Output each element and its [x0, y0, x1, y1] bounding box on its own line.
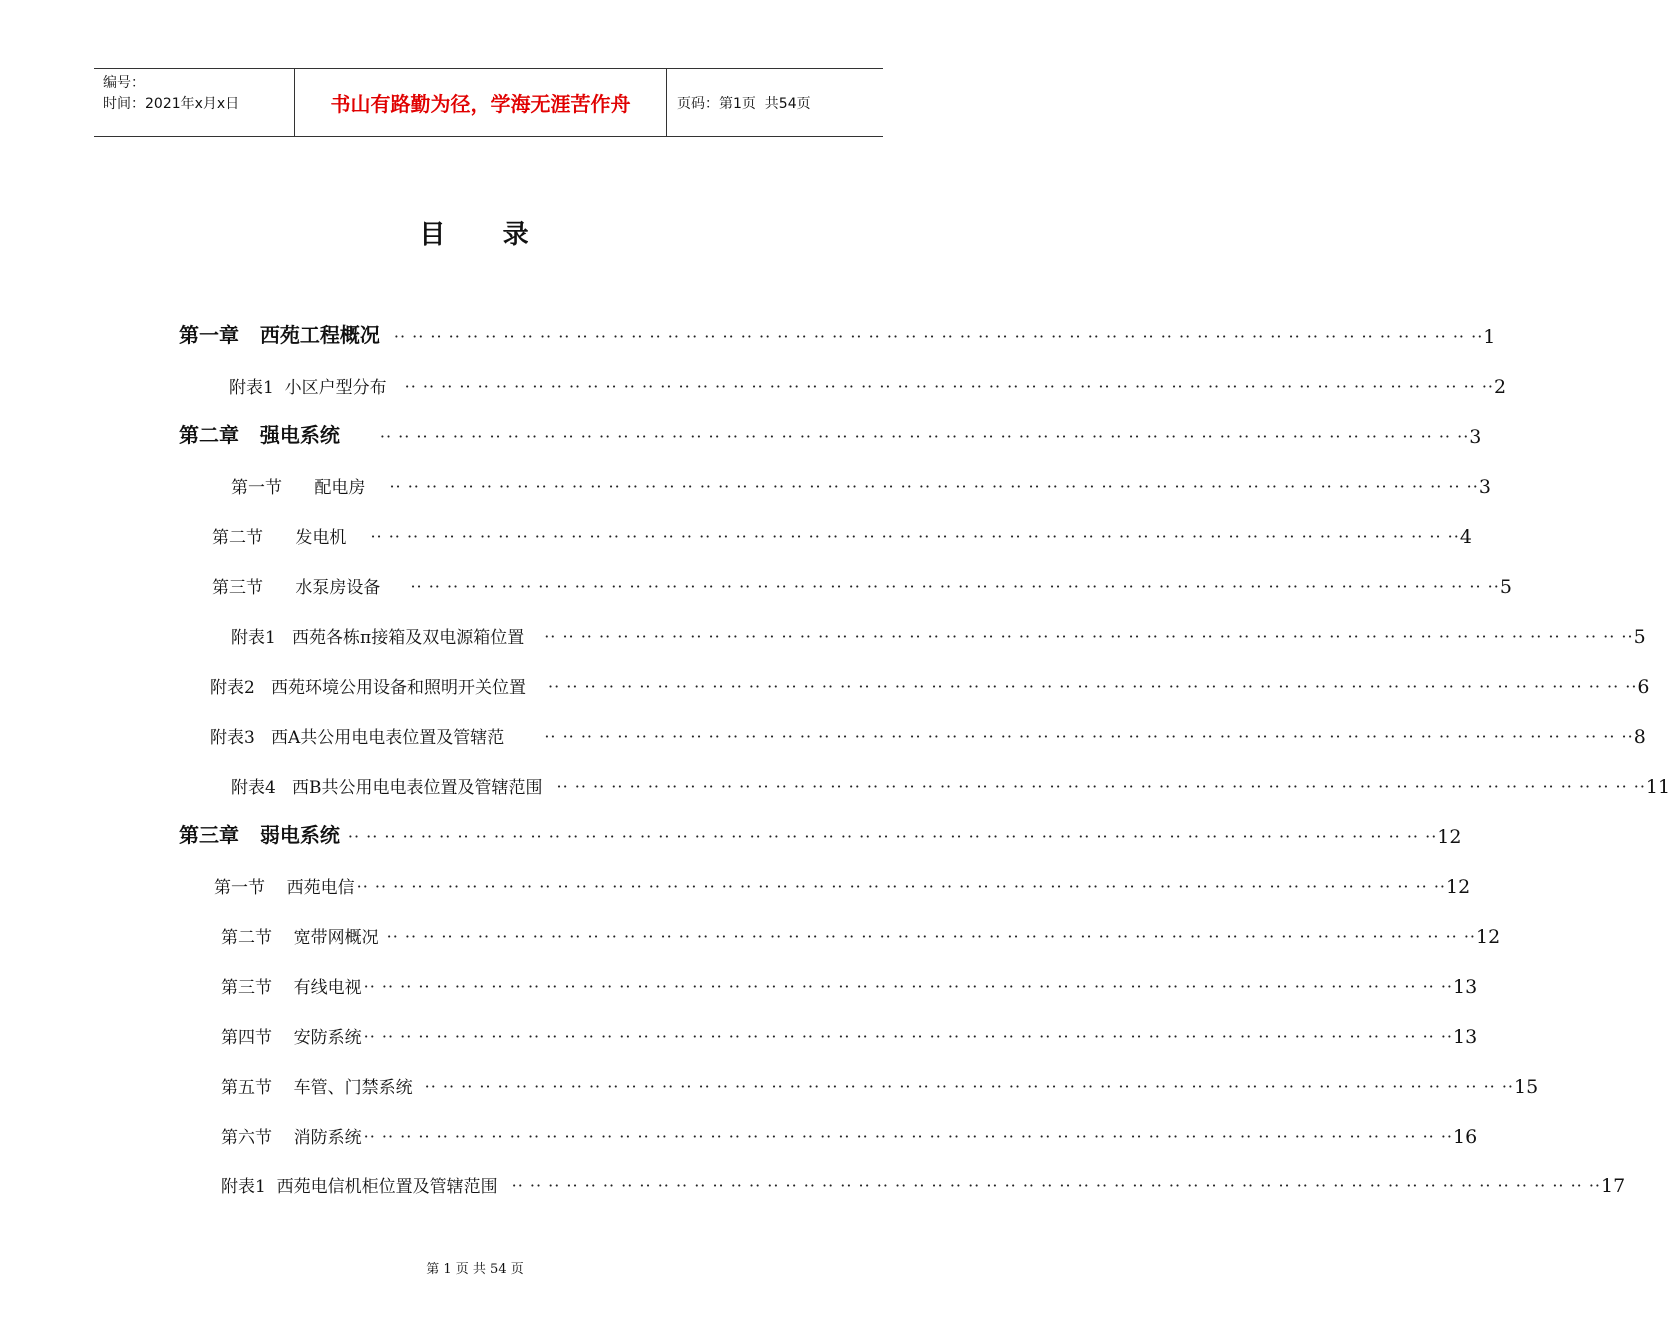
toc-entry-page: 3 — [1478, 476, 1491, 498]
toc-leader-dots: ·· ·· ·· ·· ·· ·· ·· ·· ·· ·· ·· ·· ·· ·· ·· ·· ·· ·· ·· ·· ·· ·· ·· ·· ·· ·· ·· ·· ·· ·· ·· ·· ·· ·· ·· ·· ·· ·· ·· ·· ·· ·· ·· ·· ·· ·· ·· ·· ·· ·· ·· ·· ·· ·· ·· ·· ·· ·· ·· ·· — [544, 627, 1634, 646]
toc-leader-dots: ·· ·· ·· ·· ·· ·· ·· ·· ·· ·· ·· ·· ·· ·· ·· ·· ·· ·· ·· ·· ·· ·· ·· ·· ·· ·· ·· ·· ·· ·· ·· ·· ·· ·· ·· ·· ·· ·· ·· ·· ·· ·· ·· ·· ·· ·· ·· ·· ·· ·· ·· ·· ·· ·· ·· ·· ·· ·· ·· ·· — [410, 577, 1500, 596]
toc-entry-label: 附表1 西苑各栋π接箱及双电源箱位置 — [231, 628, 525, 648]
toc-entry[interactable] — [221, 1167, 1626, 1197]
toc-leader-dots: ·· ·· ·· ·· ·· ·· ·· ·· ·· ·· ·· ·· ·· ·· ·· ·· ·· ·· ·· ·· ·· ·· ·· ·· ·· ·· ·· ·· ·· ·· ·· ·· ·· ·· ·· ·· ·· ·· ·· ·· ·· ·· ·· ·· ·· ·· ·· ·· ·· ·· ·· ·· ·· ·· ·· ·· ·· ·· ·· ·· — [379, 427, 1470, 446]
toc-entry[interactable] — [214, 868, 1471, 898]
toc-leader-dots: ·· ·· ·· ·· ·· ·· ·· ·· ·· ·· ·· ·· ·· ·· ·· ·· ·· ·· ·· ·· ·· ·· ·· ·· ·· ·· ·· ·· ·· ·· ·· ·· ·· ·· ·· ·· ·· ·· ·· ·· ·· ·· ·· ·· ·· ·· ·· ·· ·· ·· ·· ·· ·· ·· ·· ·· ·· ·· ·· ·· — [370, 527, 1460, 546]
toc-entry[interactable] — [210, 718, 1646, 748]
header-time-label: 时间：2021年x月x日 — [103, 96, 240, 112]
header-number-label: 编号： — [103, 75, 145, 91]
toc-entry-label: 附表2 西苑环境公用设备和照明开关位置 — [210, 678, 527, 698]
toc-entry-page: 4 — [1459, 526, 1472, 548]
toc-entry-label: 第三节 水泵房设备 — [212, 578, 381, 598]
toc-entry[interactable] — [231, 468, 1491, 498]
toc-leader-dots: ·· ·· ·· ·· ·· ·· ·· ·· ·· ·· ·· ·· ·· ·· ·· ·· ·· ·· ·· ·· ·· ·· ·· ·· ·· ·· ·· ·· ·· ·· ·· ·· ·· ·· ·· ·· ·· ·· ·· ·· ·· ·· ·· ·· ·· ·· ·· ·· ·· ·· ·· ·· ·· ·· ·· ·· ·· ·· ·· ·· — [363, 977, 1454, 996]
toc-entry-page: 2 — [1494, 376, 1507, 398]
toc-entry-page: 13 — [1453, 1026, 1478, 1048]
toc-entry-page: 12 — [1446, 876, 1471, 898]
toc-entry-label: 附表3 西A共公用电电表位置及管辖范 — [210, 728, 505, 748]
toc-entry-page: 8 — [1633, 726, 1646, 748]
toc-entry-label: 第六节 消防系统 — [221, 1128, 362, 1148]
toc-entry[interactable] — [221, 1118, 1478, 1148]
toc-entry[interactable] — [221, 918, 1501, 948]
page-header — [94, 68, 883, 137]
toc-entry[interactable] — [221, 968, 1478, 998]
toc-entry[interactable] — [212, 568, 1512, 598]
toc-entry-label: 第二节 宽带网概况 — [221, 928, 379, 948]
toc-entry-page: 12 — [1437, 826, 1462, 848]
page-footer: 第 1 页 共 54 页 — [426, 1262, 524, 1277]
toc-leader-dots: ·· ·· ·· ·· ·· ·· ·· ·· ·· ·· ·· ·· ·· ·· ·· ·· ·· ·· ·· ·· ·· ·· ·· ·· ·· ·· ·· ·· ·· ·· ·· ·· ·· ·· ·· ·· ·· ·· ·· ·· ·· ·· ·· ·· ·· ·· ·· ·· ·· ·· ·· ·· ·· ·· ·· ·· ·· ·· ·· ·· — [347, 827, 1438, 846]
toc-entry[interactable] — [179, 418, 1482, 448]
toc-leader-dots: ·· ·· ·· ·· ·· ·· ·· ·· ·· ·· ·· ·· ·· ·· ·· ·· ·· ·· ·· ·· ·· ·· ·· ·· ·· ·· ·· ·· ·· ·· ·· ·· ·· ·· ·· ·· ·· ·· ·· ·· ·· ·· ·· ·· ·· ·· ·· ·· ·· ·· ·· ·· ·· ·· ·· ·· ·· ·· ·· ·· — [393, 327, 1484, 346]
toc-leader-dots: ·· ·· ·· ·· ·· ·· ·· ·· ·· ·· ·· ·· ·· ·· ·· ·· ·· ·· ·· ·· ·· ·· ·· ·· ·· ·· ·· ·· ·· ·· ·· ·· ·· ·· ·· ·· ·· ·· ·· ·· ·· ·· ·· ·· ·· ·· ·· ·· ·· ·· ·· ·· ·· ·· ·· ·· ·· ·· ·· ·· — [389, 477, 1479, 496]
toc-entry-label: 附表4 西B共公用电电表位置及管辖范围 — [231, 778, 543, 798]
toc-entry-label: 第一节 配电房 — [231, 478, 366, 498]
toc-entry[interactable] — [210, 668, 1650, 698]
toc-entry-page: 13 — [1453, 976, 1478, 998]
toc-entry-label: 附表1 西苑电信机柜位置及管辖范围 — [221, 1177, 498, 1197]
toc-entry-label: 附表1 小区户型分布 — [229, 378, 387, 398]
toc-entry-page: 17 — [1601, 1175, 1626, 1197]
toc-leader-dots: ·· ·· ·· ·· ·· ·· ·· ·· ·· ·· ·· ·· ·· ·· ·· ·· ·· ·· ·· ·· ·· ·· ·· ·· ·· ·· ·· ·· ·· ·· ·· ·· ·· ·· ·· ·· ·· ·· ·· ·· ·· ·· ·· ·· ·· ·· ·· ·· ·· ·· ·· ·· ·· ·· ·· ·· ·· ·· ·· ·· — [556, 777, 1646, 796]
toc-leader-dots: ·· ·· ·· ·· ·· ·· ·· ·· ·· ·· ·· ·· ·· ·· ·· ·· ·· ·· ·· ·· ·· ·· ·· ·· ·· ·· ·· ·· ·· ·· ·· ·· ·· ·· ·· ·· ·· ·· ·· ·· ·· ·· ·· ·· ·· ·· ·· ·· ·· ·· ·· ·· ·· ·· ·· ·· ·· ·· ·· ·· — [363, 1027, 1454, 1046]
toc-entry[interactable] — [221, 1068, 1539, 1098]
toc-entry[interactable] — [221, 1018, 1478, 1048]
toc-entry-label: 第二章 强电系统 — [179, 423, 340, 447]
toc-leader-dots: ·· ·· ·· ·· ·· ·· ·· ·· ·· ·· ·· ·· ·· ·· ·· ·· ·· ·· ·· ·· ·· ·· ·· ·· ·· ·· ·· ·· ·· ·· ·· ·· ·· ·· ·· ·· ·· ·· ·· ·· ·· ·· ·· ·· ·· ·· ·· ·· ·· ·· ·· ·· ·· ·· ·· ·· ·· ·· ·· ·· — [356, 877, 1447, 896]
toc-entry[interactable] — [231, 618, 1646, 648]
toc-entry[interactable] — [179, 318, 1496, 348]
toc-entry[interactable] — [229, 368, 1507, 398]
toc-entry-page: 16 — [1453, 1126, 1478, 1148]
toc-entry[interactable] — [212, 518, 1472, 548]
toc-leader-dots: ·· ·· ·· ·· ·· ·· ·· ·· ·· ·· ·· ·· ·· ·· ·· ·· ·· ·· ·· ·· ·· ·· ·· ·· ·· ·· ·· ·· ·· ·· ·· ·· ·· ·· ·· ·· ·· ·· ·· ·· ·· ·· ·· ·· ·· ·· ·· ·· ·· ·· ·· ·· ·· ·· ·· ·· ·· ·· ·· ·· — [363, 1127, 1454, 1146]
toc-entry-page: 12 — [1476, 926, 1501, 948]
toc-leader-dots: ·· ·· ·· ·· ·· ·· ·· ·· ·· ·· ·· ·· ·· ·· ·· ·· ·· ·· ·· ·· ·· ·· ·· ·· ·· ·· ·· ·· ·· ·· ·· ·· ·· ·· ·· ·· ·· ·· ·· ·· ·· ·· ·· ·· ·· ·· ·· ·· ·· ·· ·· ·· ·· ·· ·· ·· ·· ·· ·· ·· — [511, 1176, 1602, 1195]
toc-leader-dots: ·· ·· ·· ·· ·· ·· ·· ·· ·· ·· ·· ·· ·· ·· ·· ·· ·· ·· ·· ·· ·· ·· ·· ·· ·· ·· ·· ·· ·· ·· ·· ·· ·· ·· ·· ·· ·· ·· ·· ·· ·· ·· ·· ·· ·· ·· ·· ·· ·· ·· ·· ·· ·· ·· ·· ·· ·· ·· ·· ·· — [404, 377, 1495, 396]
toc-leader-dots: ·· ·· ·· ·· ·· ·· ·· ·· ·· ·· ·· ·· ·· ·· ·· ·· ·· ·· ·· ·· ·· ·· ·· ·· ·· ·· ·· ·· ·· ·· ·· ·· ·· ·· ·· ·· ·· ·· ·· ·· ·· ·· ·· ·· ·· ·· ·· ·· ·· ·· ·· ·· ·· ·· ·· ·· ·· ·· ·· ·· — [548, 677, 1638, 696]
toc-entry-page: 15 — [1514, 1076, 1539, 1098]
toc-entry-label: 第二节 发电机 — [212, 528, 347, 548]
toc-entry-page: 6 — [1637, 676, 1650, 698]
toc-entry-label: 第三章 弱电系统 — [179, 823, 340, 847]
toc-entry-label: 第一章 西苑工程概况 — [179, 323, 380, 347]
toc-entry-page: 11 — [1645, 776, 1670, 798]
toc-leader-dots: ·· ·· ·· ·· ·· ·· ·· ·· ·· ·· ·· ·· ·· ·· ·· ·· ·· ·· ·· ·· ·· ·· ·· ·· ·· ·· ·· ·· ·· ·· ·· ·· ·· ·· ·· ·· ·· ·· ·· ·· ·· ·· ·· ·· ·· ·· ·· ·· ·· ·· ·· ·· ·· ·· ·· ·· ·· ·· ·· ·· — [386, 927, 1477, 946]
header-page-label: 页码：第1页 共54页 — [677, 95, 811, 112]
page-title: 目 录 — [419, 220, 531, 250]
toc-entry-page: 5 — [1633, 626, 1646, 648]
toc-entry-page: 3 — [1469, 426, 1482, 448]
toc-entry[interactable] — [179, 818, 1462, 848]
toc-entry-label: 第五节 车管、门禁系统 — [221, 1078, 413, 1098]
toc-entry-label: 第三节 有线电视 — [221, 978, 362, 998]
header-meta — [94, 69, 294, 136]
toc-entry-page: 1 — [1483, 326, 1496, 348]
toc-entry[interactable] — [231, 768, 1670, 798]
toc-leader-dots: ·· ·· ·· ·· ·· ·· ·· ·· ·· ·· ·· ·· ·· ·· ·· ·· ·· ·· ·· ·· ·· ·· ·· ·· ·· ·· ·· ·· ·· ·· ·· ·· ·· ·· ·· ·· ·· ·· ·· ·· ·· ·· ·· ·· ·· ·· ·· ·· ·· ·· ·· ·· ·· ·· ·· ·· ·· ·· ·· ·· — [544, 727, 1634, 746]
header-motto: 书山有路勤为径，学海无涯苦作舟 — [294, 69, 667, 136]
toc-entry-label: 第一节 西苑电信 — [214, 878, 355, 898]
toc-entry-page: 5 — [1499, 576, 1512, 598]
toc-leader-dots: ·· ·· ·· ·· ·· ·· ·· ·· ·· ·· ·· ·· ·· ·· ·· ·· ·· ·· ·· ·· ·· ·· ·· ·· ·· ·· ·· ·· ·· ·· ·· ·· ·· ·· ·· ·· ·· ·· ·· ·· ·· ·· ·· ·· ·· ·· ·· ·· ·· ·· ·· ·· ·· ·· ·· ·· ·· ·· ·· ·· — [424, 1077, 1515, 1096]
toc-entry-label: 第四节 安防系统 — [221, 1028, 362, 1048]
